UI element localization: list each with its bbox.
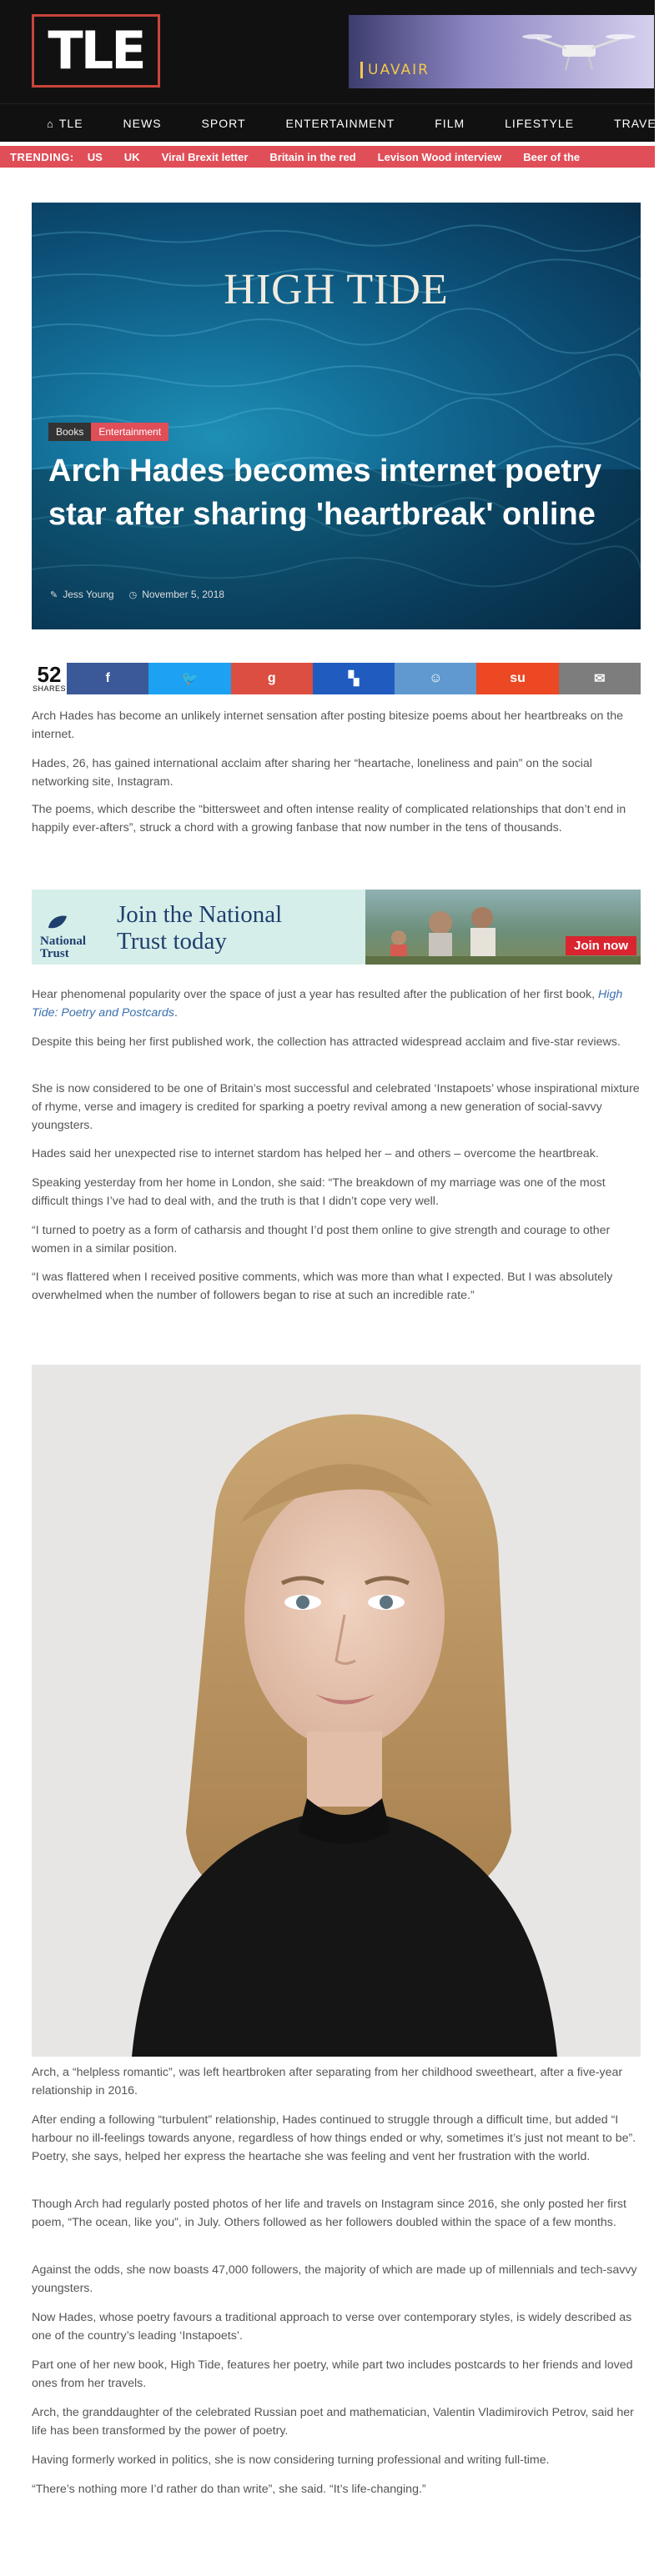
trending-link[interactable]: US: [87, 150, 103, 163]
advert-headline: Join the National Trust today: [117, 901, 283, 955]
share-reddit-button[interactable]: [395, 663, 476, 694]
share-stumbleupon-button[interactable]: [476, 663, 558, 694]
trending-link[interactable]: Britain in the red: [269, 150, 356, 163]
article-paragraph: Part one of her new book, High Tide, features her poetry, while part two includes postcards to her friends and loved ones from her travels.: [32, 2358, 633, 2390]
article-paragraph: Hades said her unexpected rise to internet stardom has helped her – and others – overcome the heartbreak.: [32, 1147, 599, 1160]
nav-item-label: SPORT: [201, 117, 246, 130]
advert-logo-text: National Trust: [40, 935, 87, 960]
article-paragraph: Despite this being her first published work, the collection has attracted widespread acclaim and five-star reviews.: [32, 1035, 621, 1049]
paragraph-text: Hear phenomenal popularity over the space of just a year has resulted after the publication of her first book,: [32, 988, 596, 1001]
trending-link[interactable]: Levison Wood interview: [377, 150, 502, 163]
nav-item-home[interactable]: [47, 117, 83, 130]
join-now-button[interactable]: Join now: [566, 936, 636, 955]
reddit-icon: ☺: [429, 671, 443, 685]
photo-caption: Arch, a “helpless romantic”, was left heartbroken after separating from her childhood sweetheart, after a five-year relationship in 2016.: [32, 2066, 623, 2097]
trending-bar: [0, 146, 655, 168]
share-bar: [32, 663, 641, 694]
woman-portrait: [32, 1365, 641, 2057]
facebook-icon: f: [105, 671, 110, 685]
drone-icon: [521, 20, 637, 78]
share-count-number: 52: [37, 662, 62, 687]
article-paragraph: After ending a following “turbulent” relationship, Hades continued to struggle through a difficult time, but added “I harbour no ill-feelings towards anyone, regardless of how things ended or why, sometimes it’s just not meant to be”. Poetry, she says, helped her express the heartache she was feeling and vent her frustration with the world.: [32, 2113, 636, 2163]
trending-link[interactable]: Beer of the: [523, 150, 581, 163]
trending-label: TRENDING:: [10, 150, 74, 163]
article-paragraph: Against the odds, she now boasts 47,000 followers, the majority of which are made up of millennials and tech-savvy youngsters.: [32, 2263, 637, 2295]
share-delicious-button[interactable]: [313, 663, 395, 694]
share-google-plus-button[interactable]: [231, 663, 313, 694]
share-twitter-button[interactable]: [148, 663, 230, 694]
tag-books[interactable]: Books: [48, 423, 91, 441]
twitter-icon: 🐦: [181, 672, 199, 686]
article-paragraph: “There’s nothing more I’d rather do than write”, she said. “It’s life-changing.”: [32, 2483, 426, 2496]
article-paragraph: She is now considered to be one of Britain’s most successful and celebrated ‘Instapoets’ whose inspirational mixture of rhyme, verse and imagery is credited for sparking a poetry revival among a new generation of social-savvy youngsters.: [32, 1082, 640, 1132]
author-link[interactable]: Jess Young: [63, 589, 114, 600]
category-tags: [48, 423, 169, 441]
article-paragraph: The poems, which describe the “bittersweet and often intense reality of complicated relationships that don’t end in happily ever-afters”, struck a chord with a growing fanbase that now number in the tens of thousands.: [32, 803, 626, 834]
article-title: Arch Hades becomes internet poetry star after sharing 'heartbreak' online: [48, 454, 602, 532]
share-count-label: SHARES: [32, 684, 66, 693]
logo-text: TLE: [48, 20, 144, 81]
nav-item-sport[interactable]: [202, 117, 246, 130]
book-link[interactable]: High Tide: Poetry and Postcards: [32, 988, 623, 1020]
article-paragraph: “I turned to poetry as a form of catharsis and thought I’d post them online to give strength and courage to other women in a similar position.: [32, 1224, 611, 1255]
tag-entertainment[interactable]: Entertainment: [91, 423, 169, 441]
email-icon: ✉: [594, 672, 606, 686]
nav-item-news[interactable]: [123, 117, 162, 130]
publish-date: November 5, 2018: [142, 589, 224, 600]
article-paragraph: Hades, 26, has gained international acclaim after sharing her “heartache, loneliness and pain” on the social networking site, Instagram.: [32, 757, 592, 789]
stumbleupon-icon: su: [510, 671, 526, 685]
nav-item-label: FILM: [435, 117, 465, 130]
trending-link[interactable]: UK: [123, 150, 140, 163]
nav-item-label: TLE: [58, 117, 83, 130]
trending-link[interactable]: Viral Brexit letter: [161, 150, 249, 163]
nav-item-label: ENTERTAINMENT: [285, 117, 395, 130]
article-meta: [50, 589, 224, 600]
pencil-icon: ✎: [50, 589, 58, 600]
home-icon: ⌂: [47, 117, 54, 130]
article-paragraph: [32, 985, 641, 1022]
header-advert[interactable]: [349, 15, 654, 88]
main-nav: [0, 103, 664, 142]
article-paragraph: “I was flattered when I received positive comments, which was more than what I expected. But I was absolutely overwhelmed when the number of followers began to rise at such an incredible rate.”: [32, 1270, 613, 1302]
nav-item-lifestyle[interactable]: [505, 117, 574, 130]
article-paragraph: Though Arch had regularly posted photos of her life and travels on Instagram since 2016, she only posted her first poem, “The ocean, like you”, in July. Others followed as her followers doubled within the space of a few months.: [32, 2198, 626, 2229]
oak-leaf-icon: [45, 913, 70, 931]
site-header: [0, 0, 655, 103]
nav-item-travel[interactable]: [614, 117, 663, 130]
share-count: [32, 663, 67, 694]
delicious-icon: ▚: [348, 672, 360, 686]
national-trust-advert[interactable]: [32, 890, 641, 965]
article-paragraph: Speaking yesterday from her home in London, she said: “The breakdown of my marriage was one of the most difficult things I’ve had to deal with, and the truth is that I didn’t cope very well.: [32, 1176, 606, 1208]
article-paragraph: Having formerly worked in politics, she is now considering turning professional and writing full-time.: [32, 2453, 550, 2467]
article-paragraph: Arch, the granddaughter of the celebrated Russian poet and mathematician, Valentin Vladimirovich Petrov, said her life has been transformed by the power of poetry.: [32, 2406, 634, 2438]
article-paragraph: Now Hades, whose poetry favours a traditional approach to verse over contemporary styles, is widely described as one of the country’s leading ‘Instapoets’.: [32, 2311, 632, 2343]
portrait-photo: [32, 1365, 641, 2057]
hero-image-text: HIGH TIDE: [224, 266, 449, 313]
share-facebook-button[interactable]: [67, 663, 148, 694]
nav-item-label: LIFESTYLE: [505, 117, 575, 130]
site-logo[interactable]: [32, 14, 160, 88]
share-email-button[interactable]: [559, 663, 641, 694]
article-paragraph: Arch Hades has become an unlikely internet sensation after posting bitesize poems about her heartbreaks on the internet.: [32, 709, 624, 741]
hero-image: [32, 203, 641, 629]
nav-item-film[interactable]: [435, 117, 465, 130]
clock-icon: ◷: [128, 589, 138, 600]
nav-item-label: TRAVEL: [614, 117, 664, 130]
nav-item-entertainment[interactable]: [286, 117, 395, 130]
advert-brand: UAVAIR: [360, 62, 430, 78]
paragraph-end: .: [174, 1006, 178, 1020]
google-plus-icon: g: [267, 671, 276, 685]
nav-item-label: NEWS: [123, 117, 162, 130]
national-trust-logo: [40, 913, 92, 960]
